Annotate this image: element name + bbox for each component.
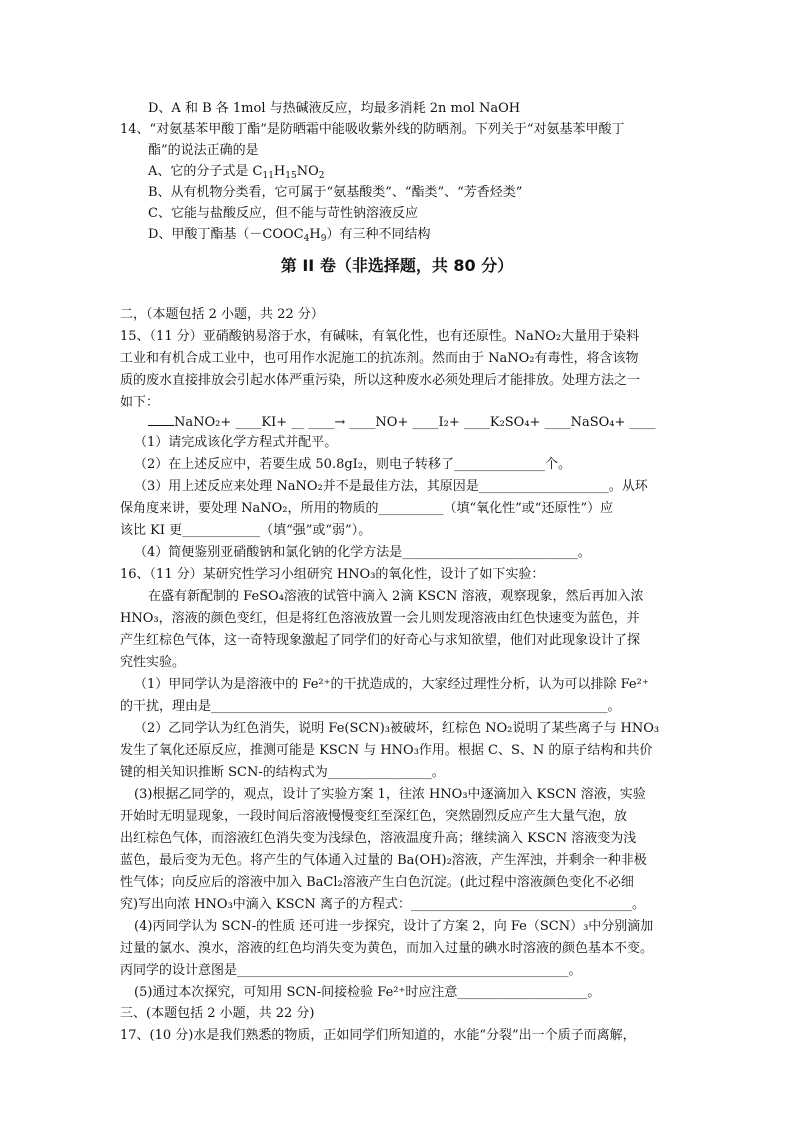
q15-equation: NaNO₂+ ____KI+ __ ____→ ____NO+ ____I₂+ ____K₂SO₄+ ____NaSO₄+ ____ — [148, 413, 656, 432]
q16-sub-4a: (4)丙同学认为 SCN-的性质 还可进一步探究，设计了方案 2，向 Fe（SCN）₃中分别滴加 — [134, 919, 654, 934]
q16-line-5: 究性实验。 — [120, 655, 186, 670]
q17-line-1: 17、(10 分)水是我们熟悉的物质，正如同学们所知道的，水能“分裂”出一个质子而离解， — [120, 1028, 636, 1043]
q16-line-1: 16、（11 分）某研究性学习小组研究 HNO₃的氧化性，设计了如下实验： — [120, 567, 545, 582]
q15-sub-3b: 保角度来讲，要处理 NaNO₂，所用的物质的__________（填“氧化性”或“还原性”）应 — [120, 501, 614, 516]
q15-sub-4: （4）简便鉴别亚硝酸钠和氯化钠的化学方法是___________________________。 — [134, 545, 591, 560]
q14-stem-line-2: 酯”的说法正确的是 — [148, 143, 259, 158]
q13-option-d: D、A 和 B 各 1mol 与热碱液反应，均最多消耗 2n mol NaOH — [148, 101, 521, 116]
q16-sub-3e: 性气体；向反应后的溶液中加入 BaCl₂溶液产生白色沉淀。(此过程中溶液颜色变化不必细 — [120, 875, 634, 890]
q15-sub-1: （1）请完成该化学方程式并配平。 — [134, 435, 338, 450]
q16-sub-2c: 键的相关知识推断 SCN-的结构式为________________。 — [120, 765, 445, 780]
q14-stem-line-1: 14、“对氨基苯甲酸丁酯”是防晒霜中能吸收紫外线的防晒剂。下列关于“对氨基苯甲酸丁 — [120, 122, 625, 137]
q14-option-d: D、甲酸丁酯基$(-COOC_4H_9)$有三种不同结构 — [148, 227, 431, 244]
q16-sub-4b: 过量的氯水、溴水，溶液的红色均消失变为黄色，而加入过量的碘水时溶液的颜色基本不变。 — [120, 941, 654, 956]
section-3-header: 三、(本题包括 2 小题，共 22 分) — [120, 1006, 315, 1021]
q16-sub-5: (5)通过本次探究，可知用 SCN-间接检验 Fe²⁺时应注意____________________。 — [134, 985, 601, 1000]
q16-sub-1a: （1）甲同学认为是溶液中的 Fe²⁺的干扰造成的，大家经过理性分析，认为可以排除 Fe²⁺ — [134, 677, 649, 692]
q16-sub-2a: （2）乙同学认为红色消失，说明 Fe(SCN)₃被破坏，红棕色 NO₂说明了某些离子与 HNO₃ — [134, 721, 660, 736]
q16-sub-3f: 究)写出向浓 HNO₃中滴入 KSCN 离子的方程式：__________________________________。 — [120, 897, 645, 912]
section-2-header: 二，（本题包括 2 小题，共 22 分） — [120, 307, 324, 322]
q14-option-b: B、从有机物分类看，它可属于“氨基酸类”、“酯类”、“芳香烃类” — [148, 185, 523, 200]
q14-option-c: C、它能与盐酸反应，但不能与苛性钠溶液反应 — [148, 206, 418, 221]
q16-line-2: 在盛有新配制的 FeSO₄溶液的试管中滴入 2滴 KSCN 溶液，观察现象，然后再加入浓 — [148, 589, 644, 604]
q16-sub-2b: 发生了氧化还原反应，推测可能是 KSCN 与 HNO₃作用。根据 C、S、N 的原子结构和共价 — [120, 743, 653, 758]
q15-sub-3c: 该比 KI 更____________（填“强”或“弱”）。 — [120, 523, 372, 538]
q15-sub-2: （2）在上述反应中，若要生成 50.8gI₂，则电子转移了______________个。 — [134, 457, 572, 472]
part-2-title: 第 II 卷（非选择题，共 80 分） — [280, 256, 514, 275]
q16-sub-4c: 丙同学的设计意图是___________________________________________________。 — [120, 963, 582, 978]
q16-sub-3d: 蓝色，最后变为无色。将产生的气体通入过量的 Ba(OH)₂溶液，产生浑浊，并剩余一种非极 — [120, 853, 647, 868]
q15-line-1: 15、（11 分）亚硝酸钠易溶于水，有碱味，有氧化性，也有还原性。NaNO₂大量用于染料 — [120, 329, 640, 344]
q16-sub-3c: 出红棕色气体，而溶液红色消失变为浅绿色，溶液温度升高；继续滴入 KSCN 溶液变为浅 — [120, 831, 637, 846]
q14-option-a: A、它的分子式是 $C_{11}H_{15}NO_2$ — [148, 164, 325, 181]
q15-line-3: 质的废水直接排放会引起水体严重污染，所以这种废水必须处理后才能排放。处理方法之一 — [120, 373, 641, 388]
q16-sub-3a: (3)根据乙同学的，观点，设计了实验方案 1，往浓 HNO₃中逐滴加入 KSCN 溶液，实验 — [134, 787, 646, 802]
q16-line-3: HNO₃，溶液的颜色变红，但是将红色溶液放置一会儿则发现溶液由红色快速变为蓝色，并 — [120, 611, 640, 626]
q15-sub-3a: （3）用上述反应来处理 NaNO₂并不是最佳方法，其原因是____________________。从环 — [134, 479, 648, 494]
q16-line-4: 产生红棕色气体，这一奇特现象激起了同学们的好奇心与求知欲望，他们对此现象设计了探 — [120, 633, 641, 648]
q16-sub-1b: 的干扰，理由是_____________________________________________________________。 — [120, 699, 621, 714]
q16-sub-3b: 开始时无明显现象，一段时间后溶液慢慢变红至深红色，突然剧烈反应产生大量气泡，放 — [120, 809, 628, 824]
q15-line-4: 如下： — [120, 395, 160, 410]
q15-line-2: 工业和有机合成工业中，也可用作水泥施工的抗冻剂。然而由于 NaNO₂有毒性，将含该物 — [120, 351, 639, 366]
